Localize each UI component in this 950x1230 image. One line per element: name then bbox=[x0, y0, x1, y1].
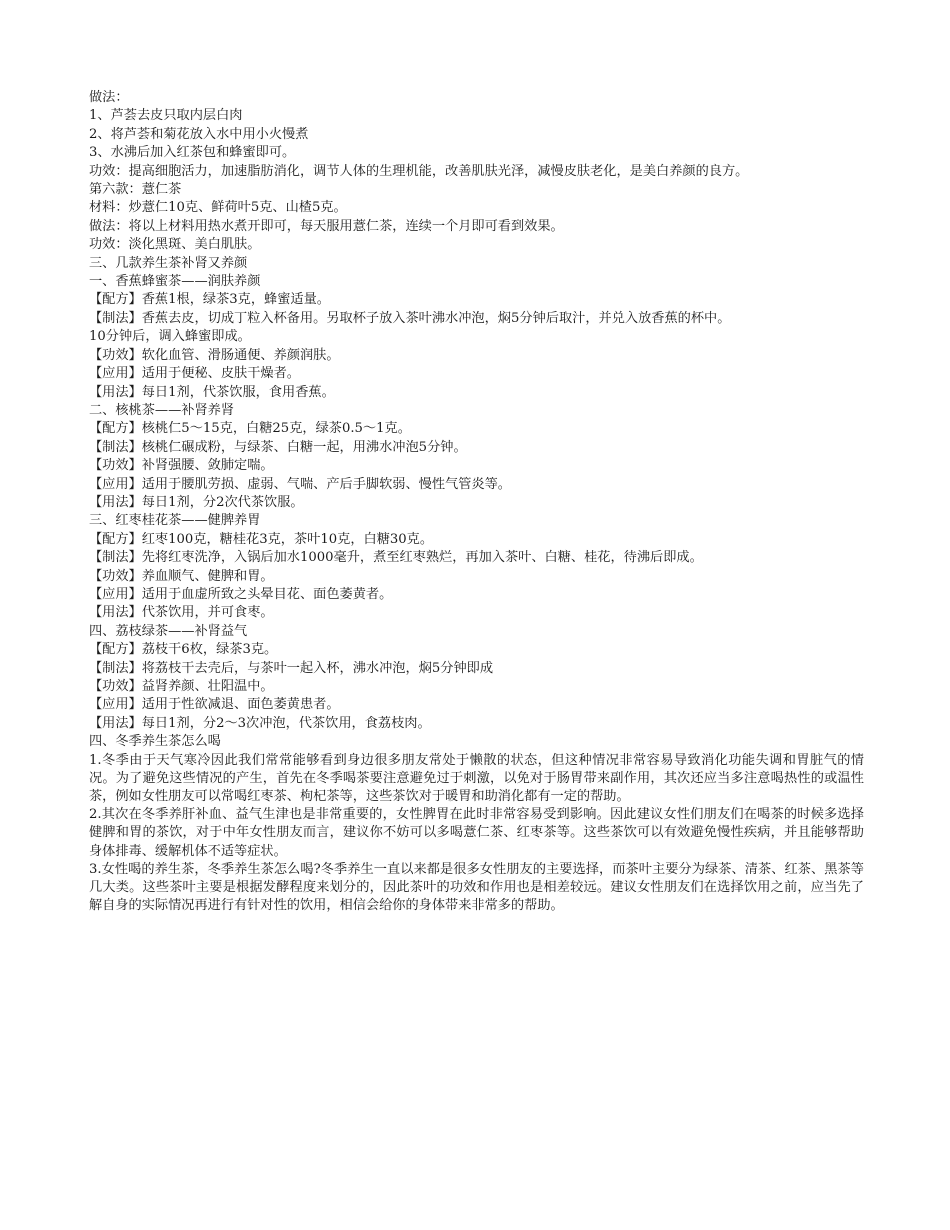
text-line: 【功效】养血顺气、健脾和胃。 bbox=[89, 568, 274, 584]
text-line: 【功效】软化血管、滑肠通便、养颜润肤。 bbox=[89, 347, 340, 363]
text-line: 【用法】每日1剂，分2～3次冲泡，代茶饮用，食荔枝肉。 bbox=[89, 715, 431, 731]
section-heading: 第六款：薏仁茶 bbox=[89, 182, 182, 198]
text-line: 【制法】核桃仁碾成粉，与绿茶、白糖一起，用沸水冲泡5分钟。 bbox=[89, 439, 467, 455]
text-line: 【配方】核桃仁5～15克，白糖25克，绿茶0.5～1克。 bbox=[89, 421, 411, 437]
text-line: 【功效】补肾强腰、敛肺定喘。 bbox=[89, 458, 274, 474]
text-line: 材料：炒薏仁10克、鲜荷叶5克、山楂5克。 bbox=[89, 200, 347, 216]
paragraph: 3.女性喝的养生茶，冬季养生茶怎么喝?冬季养生一直以来都是很多女性朋友的主要选择，而茶叶主要分为绿茶、清茶、红茶、黑茶等几大类。这些茶叶主要是根据发酵程度来划分的，因此茶叶的功效和作用也是相差较远。建议女性朋友们在选择饮用之前，应当先了解自身的实际情况再进行有针对性的饮用，相信会给你的身体带来非常多的帮助。 bbox=[89, 861, 864, 914]
text-line: 【配方】荔枝干6枚，绿茶3克。 bbox=[89, 642, 278, 658]
text-line: 【应用】适用于腰肌劳损、虚弱、气喘、产后手脚软弱、慢性气管炎等。 bbox=[89, 476, 511, 492]
text-line: 【配方】香蕉1根，绿茶3克，蜂蜜适量。 bbox=[89, 292, 330, 308]
document-body bbox=[89, 89, 864, 915]
text-line: 【用法】每日1剂，代茶饮服，食用香蕉。 bbox=[89, 384, 335, 400]
subsection-heading: 三、红枣桂花茶——健脾养胃 bbox=[89, 513, 261, 529]
text-line: 【用法】每日1剂，分2次代茶饮服。 bbox=[89, 494, 304, 510]
text-line: 【应用】适用于血虚所致之头晕目花、面色萎黄者。 bbox=[89, 586, 393, 602]
text-line: 【应用】适用于便秘、皮肤干燥者。 bbox=[89, 366, 300, 382]
text-line: 【用法】代茶饮用，并可食枣。 bbox=[89, 605, 274, 621]
text-line: 功效：提高细胞活力，加速脂肪消化，调节人体的生理机能，改善肌肤光泽，减慢皮肤老化，是美白养颜的良方。 bbox=[89, 163, 749, 179]
text-line: 【制法】香蕉去皮，切成丁粒入杯备用。另取杯子放入茶叶沸水冲泡，焖5分钟后取汁，并兑入放香蕉的杯中。 bbox=[89, 310, 731, 326]
text-line: 做法： bbox=[89, 90, 129, 105]
paragraph: 1.冬季由于天气寒冷因此我们常常能够看到身边很多朋友常处于懒散的状态，但这种情况非常容易导致消化功能失调和胃脏气的情况。为了避免这些情况的产生，首先在冬季喝茶要注意避免过于刺激，以免对于肠胃带来副作用，其次还应当多注意喝热性的或温性茶，例如女性朋友可以常喝红枣茶、枸杞茶等，这些茶饮对于暖胃和助消化都有一定的帮助。 bbox=[89, 752, 864, 805]
text-line: 功效：淡化黑斑、美白肌肤。 bbox=[89, 237, 261, 253]
text-line: 3、水沸后加入红茶包和蜂蜜即可。 bbox=[89, 145, 296, 161]
text-line: 【制法】先将红枣洗净，入锅后加水1000毫升，煮至红枣熟烂，再加入茶叶、白糖、桂花，待沸后即成。 bbox=[89, 550, 703, 566]
paragraph: 2.其次在冬季养肝补血、益气生津也是非常重要的，女性脾胃在此时非常容易受到影响。因此建议女性们朋友们在喝茶的时候多选择健脾和胃的茶饮，对于中年女性朋友而言，建议你不妨可以多喝薏仁茶、红枣茶等。这些茶饮可以有效避免慢性疾病，并且能够帮助身体排毒、缓解机体不适等症状。 bbox=[89, 807, 864, 859]
subsection-heading: 四、荔枝绿茶——补肾益气 bbox=[89, 623, 248, 639]
text-line: 【配方】红枣100克，糖桂花3克，茶叶10克，白糖30克。 bbox=[89, 531, 434, 547]
text-line: 2、将芦荟和菊花放入水中用小火慢煮 bbox=[89, 126, 309, 142]
section-heading: 三、几款养生茶补肾又养颜 bbox=[89, 255, 248, 271]
text-line: 10分钟后，调入蜂蜜即成。 bbox=[89, 329, 251, 345]
text-line: 【应用】适用于性欲减退、面色萎黄患者。 bbox=[89, 697, 340, 713]
text-line: 做法：将以上材料用热水煮开即可，每天服用薏仁茶，连续一个月即可看到效果。 bbox=[89, 218, 564, 234]
text-line: 1、芦荟去皮只取内层白肉 bbox=[89, 108, 243, 124]
subsection-heading: 二、核桃茶——补肾养肾 bbox=[89, 402, 235, 418]
text-line: 【功效】益肾养颜、壮阳温中。 bbox=[89, 679, 274, 694]
subsection-heading: 一、香蕉蜂蜜茶——润肤养颜 bbox=[89, 274, 261, 290]
section-heading: 四、冬季养生茶怎么喝 bbox=[89, 734, 221, 750]
text-line: 【制法】将荔枝干去壳后，与茶叶一起入杯，沸水冲泡，焖5分钟即成 bbox=[89, 660, 494, 676]
